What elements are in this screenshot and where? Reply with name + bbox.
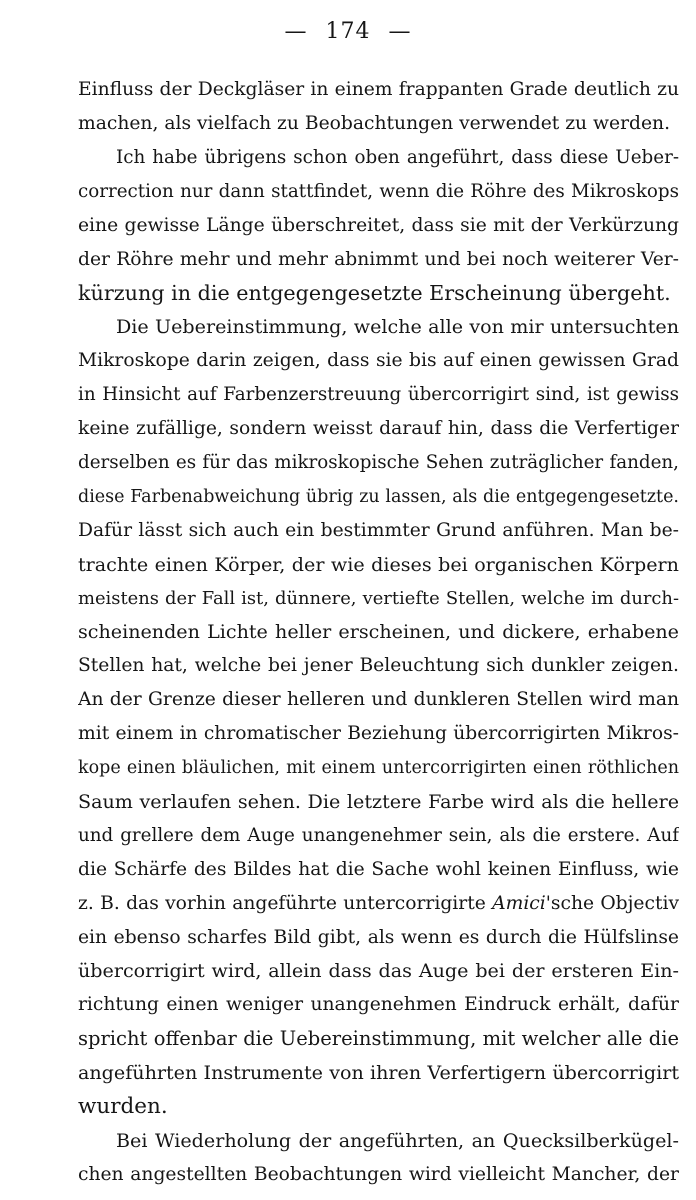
text-line: Die Uebereinstimmung, welche alle von mir untersuchten [116, 315, 679, 339]
header-dash-left: — [284, 19, 308, 44]
text-line: scheinenden Lichte heller erscheinen, und dickere, erhabene [78, 620, 679, 644]
text-line: Ich habe übrigens schon oben angeführt, dass diese Ueber- [116, 146, 679, 168]
text-line: richtung einen weniger unangenehmen Eindruck erhält, dafür [78, 994, 679, 1016]
text-line: trachte einen Körper, der wie dieses bei organischen Körpern [78, 552, 679, 576]
text-line: chen angestellten Beobachtungen wird vielleicht Mancher, der [78, 1163, 679, 1185]
text-line: wurden. [78, 1094, 168, 1119]
text-line: angeführten Instrumente von ihren Verfertigern übercorrigirt [78, 1061, 679, 1085]
text-line: und grellere dem Auge unangenehmer sein, als die erstere. Auf [78, 824, 679, 846]
page-header [0, 18, 696, 46]
text-line: Mikroskope darin zeigen, dass sie bis auf einen gewissen Grad [78, 350, 679, 372]
text-line: Stellen hat, welche bei jener Beleuchtung sich dunkler zeigen. [78, 655, 679, 677]
text-line [78, 888, 679, 920]
italic-name: Amici [492, 892, 546, 914]
text-line: diese Farbenabweichung übrig zu lassen, als die entgegengesetzte. [78, 486, 679, 507]
text-line: spricht offenbar die Uebereinstimmung, mit welcher alle die [78, 1027, 679, 1051]
text-line: ein ebenso scharfes Bild gibt, als wenn es durch die Hülfslinse [78, 926, 679, 948]
text-line: Dafür lässt sich auch ein bestimmter Grund anführen. Man be- [78, 519, 679, 541]
text-line: kürzung in die entgegengesetzte Erscheinung übergeht. [78, 281, 671, 306]
text-line: eine gewisse Länge überschreitet, dass sie mit der Verkürzung [78, 214, 679, 236]
text-line: kope einen bläulichen, mit einem untercorrigirten einen röthlichen [78, 758, 679, 778]
text-line: machen, als vielfach zu Beobachtungen verwendet zu werden. [78, 112, 671, 134]
header-dash-right: — [388, 19, 412, 44]
page-number: 174 [325, 19, 371, 44]
text-line: meistens der Fall ist, dünnere, vertiefte Stellen, welche im durch- [78, 587, 679, 609]
text-line: in Hinsicht auf Farbenzerstreuung übercorrigirt sind, ist gewiss [78, 384, 679, 406]
text-line: correction nur dann stattfindet, wenn die Röhre des Mikroskops [78, 180, 679, 202]
text-line: derselben es für das mikroskopische Sehen zuträglicher fanden, [78, 451, 679, 473]
text-line: Saum verlaufen sehen. Die letztere Farbe wird als die hellere [78, 789, 679, 813]
text-line: der Röhre mehr und mehr abnimmt und bei noch weiterer Ver- [78, 248, 679, 270]
text-line: mit einem in chromatischer Beziehung übercorrigirten Mikros- [78, 723, 679, 745]
text-line: Bei Wiederholung der angeführten, an Quecksilberkügel- [116, 1128, 679, 1152]
text-segment: 'sche Objectiv [545, 892, 679, 914]
text-line: die Schärfe des Bildes hat die Sache wohl keinen Einfluss, wie [78, 858, 679, 880]
text-line: Einfluss der Deckgläser in einem frappanten Grade deutlich zu [78, 79, 679, 100]
text-line: An der Grenze dieser helleren und dunkleren Stellen wird man [78, 689, 679, 711]
text-segment: z. B. das vorhin angeführte untercorrigirte [78, 892, 493, 914]
text-line: keine zufällige, sondern weisst darauf hin, dass die Verfertiger [78, 418, 679, 439]
text-line: übercorrigirt wird, allein dass das Auge bei der ersteren Ein- [78, 959, 679, 983]
